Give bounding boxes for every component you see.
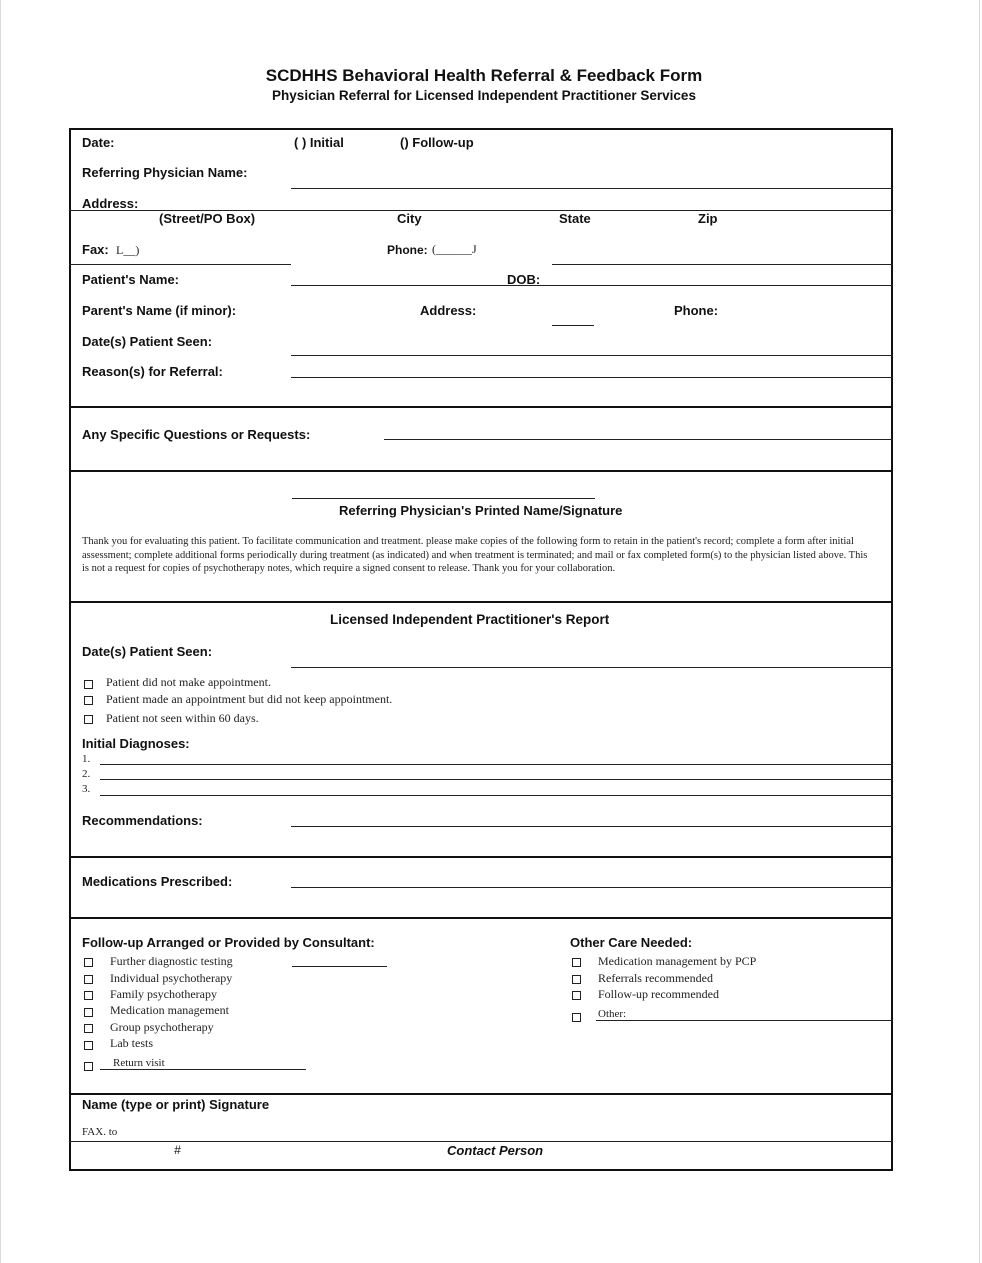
fax-to-label: FAX. to — [82, 1126, 118, 1138]
report-dates-seen-label: Date(s) Patient Seen: — [82, 644, 213, 659]
followup-option: Return visit — [113, 1057, 165, 1069]
diagnosis-line[interactable] — [100, 779, 893, 780]
dates-seen-label: Date(s) Patient Seen: — [82, 334, 213, 349]
status-checkbox[interactable] — [84, 680, 93, 689]
section-divider — [69, 601, 893, 603]
dates-seen-line[interactable] — [291, 355, 893, 356]
recommendations-line[interactable] — [291, 826, 893, 827]
status-checkbox[interactable] — [84, 715, 93, 724]
parent-address-line[interactable] — [552, 325, 594, 326]
followup-checkbox[interactable] — [84, 1008, 93, 1017]
zip-line[interactable] — [552, 264, 893, 265]
followup-checkbox[interactable] — [84, 1024, 93, 1033]
form-title: SCDHHS Behavioral Health Referral & Feedback Form — [265, 66, 703, 85]
diagnosis-number: 1. — [82, 753, 91, 765]
zip-label: Zip — [698, 211, 718, 226]
followup-option: Individual psychotherapy — [110, 971, 233, 985]
reasons-line[interactable] — [291, 377, 893, 378]
name-signature-label: Name (type or print) Signature — [82, 1097, 270, 1112]
followup-option: Further diagnostic testing — [110, 954, 233, 968]
followup-option[interactable]: () Follow-up — [400, 135, 474, 150]
fax-to-line[interactable] — [69, 1141, 893, 1142]
status-option: Patient not seen within 60 days. — [106, 711, 259, 725]
parent-name-label: Parent's Name (if minor): — [82, 303, 237, 318]
diagnosis-line[interactable] — [100, 764, 893, 765]
physician-name-label: Referring Physician Name: — [82, 165, 248, 180]
parent-phone-label: Phone: — [674, 303, 719, 318]
status-option: Patient did not make appointment. — [106, 675, 271, 689]
questions-line[interactable] — [384, 439, 893, 440]
number-sign: # — [174, 1143, 181, 1157]
followup-heading: Follow-up Arranged or Provided by Consultant: — [82, 935, 375, 950]
contact-person-label: Contact Person — [447, 1143, 544, 1158]
street-label: (Street/PO Box) — [159, 211, 256, 226]
city-label: City — [397, 211, 422, 226]
other-care-checkbox[interactable] — [572, 975, 581, 984]
followup-option: Medication management — [110, 1003, 229, 1017]
report-heading: Licensed Independent Practitioner's Report — [330, 612, 610, 627]
form-subtitle: Physician Referral for Licensed Independent Practitioner Services — [272, 88, 696, 103]
medications-label: Medications Prescribed: — [82, 874, 233, 889]
fax-label: Fax: — [82, 242, 109, 257]
physician-signature-line[interactable] — [292, 498, 595, 499]
dob-label: DOB: — [507, 272, 541, 287]
status-option: Patient made an appointment but did not keep appointment. — [106, 692, 393, 706]
signature-caption: Referring Physician's Printed Name/Signature — [339, 503, 623, 518]
section-divider — [69, 856, 893, 858]
return-visit-line[interactable] — [100, 1069, 306, 1070]
thank-you-paragraph: Thank you for evaluating this patient. To facilitate communication and treatment. please make copies of the following form to retain in the patient's record; complete a form after initial assessment; complete additional forms periodically during treatment (as indicated) and when treatment is terminated; and mail or fax completed form(s) to the physician listed above. This is not a request for copies of psychotherapy notes, which require a signed consent to release. Thank you for your collaboration. — [82, 536, 868, 574]
date-label: Date: — [82, 135, 115, 150]
address-label: Address: — [82, 196, 139, 211]
patient-name-line[interactable] — [291, 285, 893, 286]
section-divider — [69, 917, 893, 919]
other-care-option: Follow-up recommended — [598, 987, 719, 1001]
other-care-heading: Other Care Needed: — [570, 935, 693, 950]
phone-label: Phone: — [387, 243, 428, 257]
section-divider — [69, 470, 893, 472]
other-care-option: Referrals recommended — [598, 971, 713, 985]
testing-line[interactable] — [292, 966, 387, 967]
other-care-checkbox[interactable] — [572, 1013, 581, 1022]
other-care-checkbox[interactable] — [572, 958, 581, 967]
recommendations-label: Recommendations: — [82, 813, 203, 828]
followup-checkbox[interactable] — [84, 975, 93, 984]
followup-option: Family psychotherapy — [110, 987, 217, 1001]
fax-line[interactable] — [69, 264, 291, 265]
other-line[interactable] — [596, 1020, 893, 1021]
section-divider — [69, 406, 893, 408]
section-divider — [69, 1093, 893, 1095]
questions-label: Any Specific Questions or Requests: — [82, 427, 311, 442]
physician-name-line[interactable] — [291, 188, 893, 189]
report-dates-seen-line[interactable] — [291, 667, 893, 668]
phone-blank[interactable]: (______J — [432, 242, 477, 256]
followup-checkbox[interactable] — [84, 958, 93, 967]
followup-checkbox[interactable] — [84, 991, 93, 1000]
initial-option[interactable]: ( ) Initial — [294, 135, 344, 150]
status-checkbox[interactable] — [84, 696, 93, 705]
diagnosis-number: 3. — [82, 783, 91, 795]
diagnoses-label: Initial Diagnoses: — [82, 736, 190, 751]
diagnosis-number: 2. — [82, 768, 91, 780]
fax-blank[interactable]: L__) — [116, 243, 140, 257]
followup-checkbox[interactable] — [84, 1062, 93, 1071]
other-care-option: Medication management by PCP — [598, 954, 757, 968]
other-care-checkbox[interactable] — [572, 991, 581, 1000]
followup-checkbox[interactable] — [84, 1041, 93, 1050]
parent-address-label: Address: — [420, 303, 477, 318]
state-label: State — [559, 211, 591, 226]
followup-option: Group psychotherapy — [110, 1020, 214, 1034]
other-care-option: Other: — [598, 1008, 627, 1020]
patient-name-label: Patient's Name: — [82, 272, 180, 287]
followup-option: Lab tests — [110, 1036, 153, 1050]
medications-line[interactable] — [291, 887, 893, 888]
diagnosis-line[interactable] — [100, 795, 893, 796]
reasons-label: Reason(s) for Referral: — [82, 364, 223, 379]
